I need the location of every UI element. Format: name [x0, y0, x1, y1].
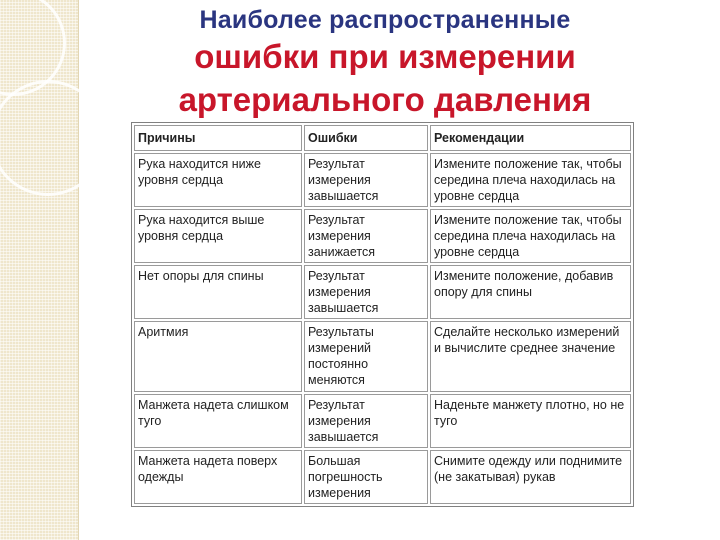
header-causes: Причины [134, 125, 302, 151]
cell-recommendation: Наденьте манжету плотно, но не туго [430, 394, 631, 448]
cell-cause: Манжета надета слишком туго [134, 394, 302, 448]
title-line-2: ошибки при измерении [194, 38, 576, 75]
table-row [134, 265, 631, 319]
cell-cause: Манжета надета поверх одежды [134, 450, 302, 504]
cell-error: Результат измерения завышается [304, 394, 428, 448]
cell-cause: Аритмия [134, 321, 302, 391]
title-line-1: Наиболее распространенные [199, 6, 571, 34]
cell-cause: Рука находится ниже уровня сердца [134, 153, 302, 207]
errors-table [131, 122, 634, 507]
cell-error: Результат измерения занижается [304, 209, 428, 263]
decorative-side-strip [0, 0, 79, 540]
header-errors: Ошибки [304, 125, 428, 151]
cell-error: Результат измерения завышается [304, 153, 428, 207]
table-row [134, 153, 631, 207]
table-row [134, 321, 631, 391]
cell-recommendation: Измените положение, добавив опору для спины [430, 265, 631, 319]
cell-error: Большая погрешность измерения [304, 450, 428, 504]
cell-recommendation: Измените положение так, чтобы середина плеча находилась на уровне сердца [430, 153, 631, 207]
table-row [134, 394, 631, 448]
header-recommendations: Рекомендации [430, 125, 631, 151]
table-row [134, 209, 631, 263]
table-row [134, 450, 631, 504]
cell-recommendation: Сделайте несколько измерений и вычислите среднее значение [430, 321, 631, 391]
cell-cause: Рука находится выше уровня сердца [134, 209, 302, 263]
decorative-circle [0, 80, 106, 196]
cell-recommendation: Измените положение так, чтобы середина плеча находилась на уровне сердца [430, 209, 631, 263]
table-header-row [134, 125, 631, 151]
cell-error: Результаты измерений постоянно меняются [304, 321, 428, 391]
cell-recommendation: Снимите одежду или поднимите (не закатывая) рукав [430, 450, 631, 504]
cell-cause: Нет опоры для спины [134, 265, 302, 319]
title-line-3: артериального давления [178, 81, 592, 118]
cell-error: Результат измерения завышается [304, 265, 428, 319]
